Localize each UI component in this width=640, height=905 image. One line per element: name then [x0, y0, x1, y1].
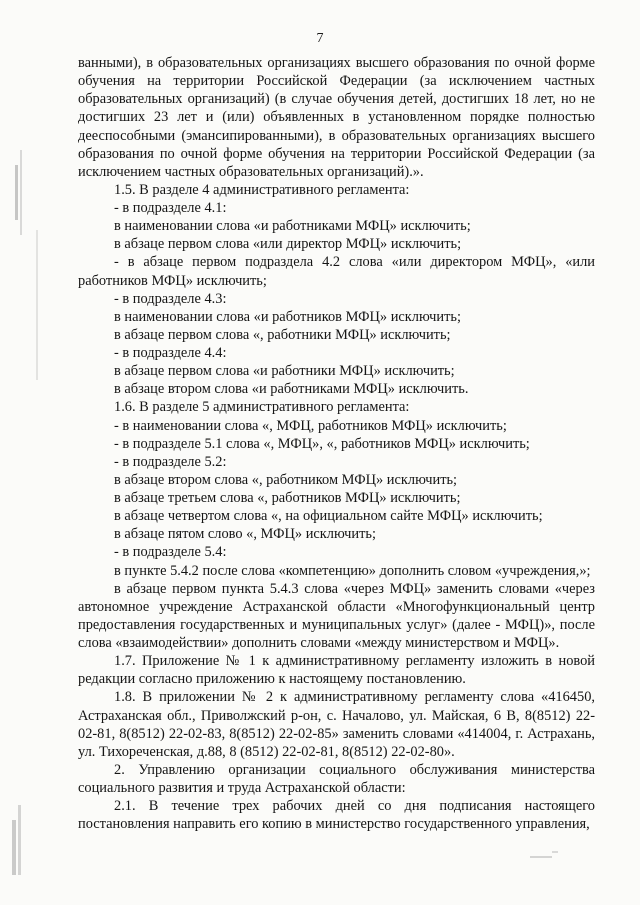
paragraph: 1.8. В приложении № 2 к административному регламенту слова «416450, Астраханская обл., Приволжский р-он, с. Началово, ул. Майская, 6 В, 8(8512) 22-02-81, 8(8512) 22-02-83, 8(8512) 22-02-85» заменить словами «414004, г. Астрахань, ул. Тихореченская, д.88, 8 (8512) 22-02-81, 8(8512) 22-02-80». — [78, 689, 595, 760]
paragraph: в абзаце первом слова «и работники МФЦ» исключить; — [114, 363, 455, 380]
paragraph: 1.5. В разделе 4 административного регламента: — [114, 181, 410, 198]
scan-artifact — [20, 150, 22, 235]
scan-artifact — [530, 856, 552, 858]
paragraph: в абзаце первом пункта 5.4.3 слова «через МФЦ» заменить словами «через автономное учреждение Астраханской области «Многофункциональный центр предоставления государственных и муниципальных услуг» (далее - МФЦ)», после слова «взаимодействии» дополнить словами «между министерством и МФЦ». — [78, 580, 595, 651]
scan-artifact — [15, 165, 18, 220]
paragraph: - в подразделе 4.1: — [114, 200, 227, 216]
scan-artifact — [552, 851, 558, 853]
page-number: 7 — [316, 31, 324, 46]
paragraph: - в подразделе 5.1 слова «, МФЦ», «, работников МФЦ» исключить; — [114, 435, 530, 452]
paragraph: 1.7. Приложение № 1 к административному регламенту изложить в новой редакции согласно приложению к настоящему постановлению. — [78, 653, 595, 688]
scan-artifact — [18, 805, 21, 875]
paragraph: - в наименовании слова «, МФЦ, работников МФЦ» исключить; — [114, 417, 507, 434]
paragraph: в абзаце пятом слово «, МФЦ» исключить; — [114, 526, 376, 543]
paragraph: - в подразделе 4.4: — [114, 345, 227, 361]
paragraph: в наименовании слова «и работников МФЦ» исключить; — [114, 308, 461, 325]
paragraph: 1.6. В разделе 5 административного регламента: — [114, 399, 410, 416]
paragraph: в абзаце втором слова «и работниками МФЦ» исключить. — [114, 381, 469, 398]
paragraph: в пункте 5.4.2 после слова «компетенцию» дополнить словом «учреждения,»; — [114, 562, 591, 579]
paragraph: в наименовании слова «и работниками МФЦ» исключить; — [114, 218, 471, 235]
paragraph: в абзаце первом слова «или директор МФЦ» исключить; — [114, 236, 462, 253]
scan-artifact — [12, 820, 16, 875]
paragraph: в абзаце третьем слова «, работников МФЦ» исключить; — [114, 490, 461, 506]
paragraph: 2.1. В течение трех рабочих дней со дня подписания настоящего постановления направить его копию в министерство государственного управления, — [78, 798, 595, 833]
paragraph: ванными), в образовательных организациях высшего образования по очной форме обучения на территории Российской Федерации (за исключением частных образовательных организаций) (в случае обучения детей, достигших 18 лет, но не достигших 23 лет и (или) объявленных в установленном порядке полностью дееспособными (эмансипированными), в образовательных организациях высшего образования по очной форме обучения на территории Российской Федерации (за исключением частных образовательных организаций).». — [78, 55, 595, 180]
paragraph: - в подразделе 5.4: — [114, 544, 227, 561]
document-body — [78, 54, 595, 833]
paragraph: в абзаце четвертом слова «, на официальном сайте МФЦ» исключить; — [114, 508, 543, 525]
paragraph: - в подразделе 5.2: — [114, 453, 227, 470]
scan-artifact — [36, 230, 38, 380]
paragraph: 2. Управлению организации социального обслуживания министерства социального развития и труда Астраханской области: — [78, 761, 595, 796]
paragraph: - в подразделе 4.3: — [114, 290, 227, 307]
paragraph: в абзаце втором слова «, работником МФЦ» исключить; — [114, 471, 458, 488]
paragraph: - в абзаце первом подраздела 4.2 слова «или директором МФЦ», «или работников МФЦ» исключить; — [78, 254, 595, 289]
paragraph: в абзаце первом слова «, работники МФЦ» исключить; — [114, 326, 451, 343]
